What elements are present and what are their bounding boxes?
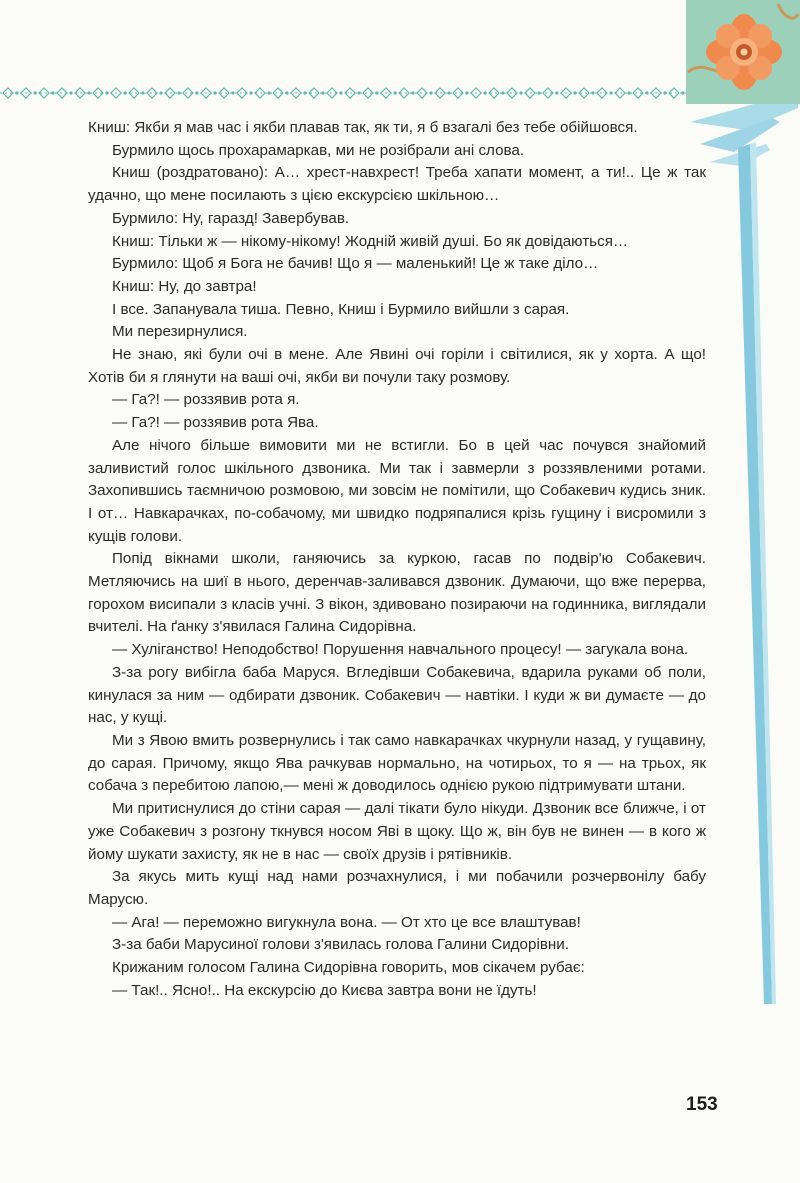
paragraph: — Хуліганство! Неподобство! Порушення навчального процесу! — загукала вона. xyxy=(112,641,689,659)
paragraph: — Ага! — переможно вигукнула вона. — От хто це все влаштував! xyxy=(112,913,581,931)
paragraph: Бурмило: Щоб я Бога не бачив! Що я — маленький! Це ж таке діло… xyxy=(112,255,599,273)
paragraph: Не знаю, які були очі в мене. Але Явині очі горіли і світилися, як у хорта. А що! Хотів би я глянути на ваші очі, якби ви почули таку розмову. xyxy=(88,346,706,386)
paragraph: Бурмило: Ну, гаразд! Завербував. xyxy=(112,209,350,227)
paragraph: За якусь мить кущі над нами розчахнулися, і ми побачили розчервонілу бабу Марусю. xyxy=(88,868,706,908)
body-text xyxy=(88,117,706,1002)
paragraph: Попід вікнами школи, ганяючись за куркою, гасав по подвір'ю Собакевич. Метляючись на шиї в нього, деренчав-заливався дзвоник. Думаючи, що вже перерва, горохом висипали з класів учні. З вікон, здивовано позираючи на годинника, виглядали вчителі. На ґанку з'явилася Галина Сидорівна. xyxy=(88,550,706,636)
paragraph: — Га?! — роззявив рота Ява. xyxy=(112,414,319,432)
paragraph: Книш: Якби я мав час і якби плавав так, як ти, я б взагалі без тебе обійшовся. xyxy=(88,119,638,136)
paragraph: Ми перезирнулися. xyxy=(112,323,248,341)
paragraph: І все. Запанувала тиша. Певно, Книш і Бурмило вийшли з сарая. xyxy=(112,300,570,318)
paragraph: Книш: Ну, до завтра! xyxy=(112,277,257,295)
paragraph: — Так!.. Ясно!.. На екскурсію до Києва завтра вони не їдуть! xyxy=(112,981,537,999)
paragraph: Книш (роздратовано): А… хрест-навхрест! Треба хапати момент, а ти!.. Це ж так удачно, що мене посилають з цією екскурсією шкільною… xyxy=(88,164,706,205)
paragraph: З-за баби Марусиної голови з'явилась голова Галини Сидорівни. xyxy=(112,936,569,954)
paragraph: Ми притиснулися до стіни сарая — далі тікати було нікуди. Дзвоник все ближче, і от уже Собакевич з розгону ткнувся носом Яві в щоку. Що ж, він був не винен — в кого ж йому шукати захисту, як не в нас — своїх друзів і рятівників. xyxy=(88,800,706,863)
paragraph: — Га?! — роззявив рота я. xyxy=(112,391,300,409)
paragraph: Ми з Явою вмить розвернулись і так само навкарачках чкурнули назад, у гущавину, до сарая. Причому, якщо Ява рачкував нормально, на чотирьох, то я — на трьох, як собача з перебитою лапою,— мені ж доводилось однією рукою підтримувати штани. xyxy=(88,731,706,795)
paragraph: Бурмило щось прохарамаркав, ми не розібрали ані слова. xyxy=(112,141,525,159)
sidebar-decoration xyxy=(690,104,800,1064)
paragraph: Але нічого більше вимовити ми не встигли. Бо в цей час почувся знайомий заливистий голос шкільного дзвоника. Ми так і завмерли з роззявленими ротами. Захопившись таємничою розмовою, ми зовсім не помітили, що Собакевич кудись зник. І от… Навкарачках, по-собачому, ми швидко подряпалися крізь гущину і висромили з кущів голови. xyxy=(88,436,706,545)
ornament-border xyxy=(0,60,700,120)
paragraph: З-за рогу вибігла баба Маруся. Вгледівши Собакевича, вдарила руками об поли, кинулася за ним — одбирати дзвоник. Собакевич — навтіки. І куди ж ви думаєте — до нас, у кущі. xyxy=(88,663,706,727)
paragraph: Книш: Тільки ж — нікому-нікому! Жодній живій душі. Бо як довідаються… xyxy=(112,232,629,250)
flower-decoration xyxy=(686,0,800,104)
page-number: 153 xyxy=(686,1094,718,1115)
paragraph: Крижаним голосом Галина Сидорівна говорить, мов сікачем рубає: xyxy=(112,959,585,977)
